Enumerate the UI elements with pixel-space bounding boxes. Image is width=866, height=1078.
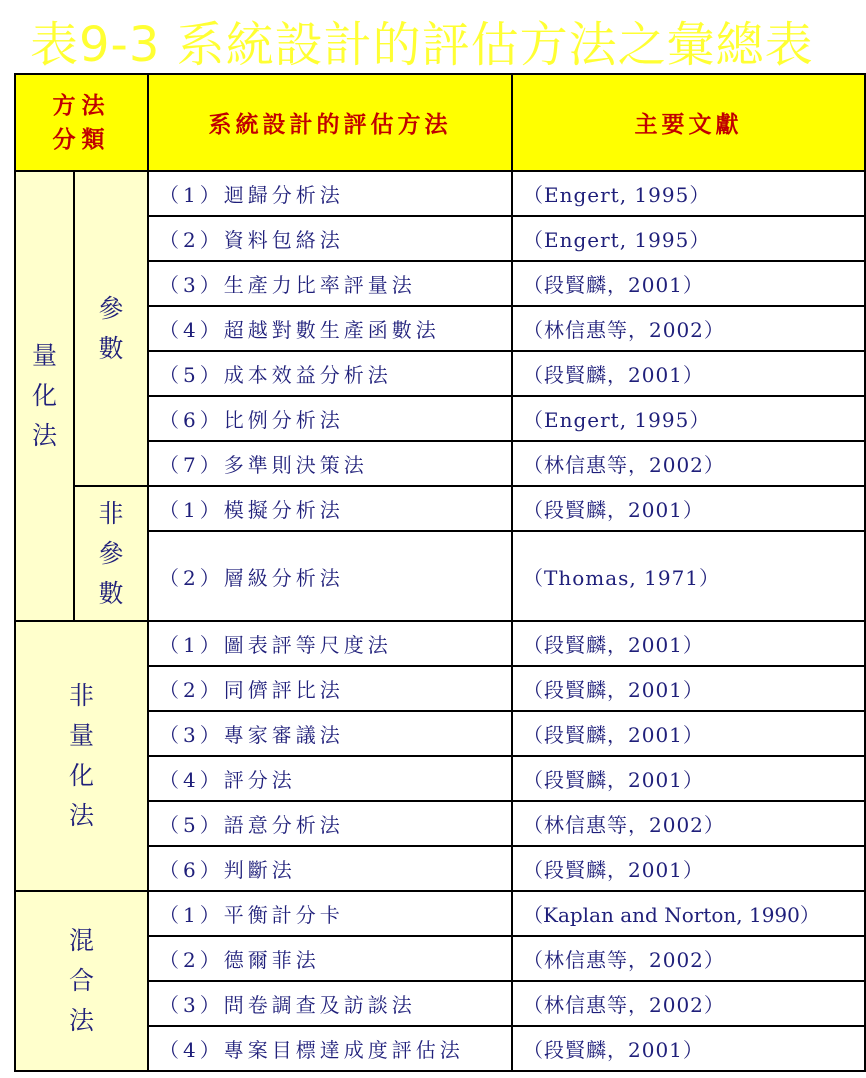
- header-reference: 主要文獻: [512, 74, 865, 171]
- header-category: [15, 74, 148, 171]
- reference-cell: （段賢麟，2001）: [512, 486, 865, 531]
- group-quantitative-label: 量化法: [31, 341, 57, 450]
- method-cell: （3）問卷調查及訪談法: [148, 981, 512, 1026]
- header-row: [15, 74, 865, 171]
- method-cell: （1）模擬分析法: [148, 486, 512, 531]
- method-cell: （4）評分法: [148, 756, 512, 801]
- reference-cell: （林信惠等，2002）: [512, 306, 865, 351]
- reference-cell: （林信惠等，2002）: [512, 801, 865, 846]
- reference-cell: （Engert, 1995）: [512, 216, 865, 261]
- header-category-text: 方法分類: [52, 91, 111, 153]
- method-cell: （2）同儕評比法: [148, 666, 512, 711]
- method-cell: （5）語意分析法: [148, 801, 512, 846]
- method-cell: （2）層級分析法: [148, 531, 512, 621]
- header-category-label: [16, 89, 147, 157]
- method-cell: （7）多準則決策法: [148, 441, 512, 486]
- method-cell: （4）專案目標達成度評估法: [148, 1026, 512, 1071]
- reference-cell: （段賢麟，2001）: [512, 621, 865, 666]
- subgroup-nonparametric-label: 非參數: [98, 498, 124, 608]
- reference-cell: （段賢麟，2001）: [512, 846, 865, 891]
- reference-cell: （林信惠等，2002）: [512, 981, 865, 1026]
- reference-cell: （段賢麟，2001）: [512, 711, 865, 756]
- table-row: [15, 486, 865, 531]
- evaluation-methods-table: [14, 73, 866, 1072]
- reference-cell: （Engert, 1995）: [512, 396, 865, 441]
- method-cell: （2）資料包絡法: [148, 216, 512, 261]
- method-cell: （1）平衡計分卡: [148, 891, 512, 936]
- reference-cell: （段賢麟，2001）: [512, 351, 865, 396]
- method-cell: （6）判斷法: [148, 846, 512, 891]
- method-cell: （3）生產力比率評量法: [148, 261, 512, 306]
- method-cell: （5）成本效益分析法: [148, 351, 512, 396]
- table-row: [15, 621, 865, 666]
- table-row: [15, 891, 865, 936]
- reference-cell: （段賢麟，2001）: [512, 756, 865, 801]
- method-cell: （3）專家審議法: [148, 711, 512, 756]
- subgroup-nonparametric: [74, 486, 148, 621]
- reference-cell: （林信惠等，2002）: [512, 936, 865, 981]
- group-quantitative: [15, 171, 74, 621]
- method-cell: （4）超越對數生產函數法: [148, 306, 512, 351]
- reference-cell: （段賢麟，2001）: [512, 261, 865, 306]
- table-row: [15, 171, 865, 216]
- method-cell: （2）德爾菲法: [148, 936, 512, 981]
- group-mixed: [15, 891, 148, 1071]
- group-nonquantitative: [15, 621, 148, 891]
- method-cell: （1）圖表評等尺度法: [148, 621, 512, 666]
- method-cell: （1）迴歸分析法: [148, 171, 512, 216]
- reference-cell: （段賢麟，2001）: [512, 1026, 865, 1071]
- group-mixed-label: 混合法: [68, 926, 94, 1035]
- page-title: 表9-3 系統設計的評估方法之彙總表: [30, 17, 814, 73]
- reference-cell: （Kaplan and Norton, 1990）: [512, 891, 865, 936]
- subgroup-parametric: [74, 171, 148, 486]
- method-cell: （6）比例分析法: [148, 396, 512, 441]
- reference-cell: （Thomas, 1971）: [512, 531, 865, 621]
- subgroup-parametric-label: 參數: [98, 293, 124, 363]
- reference-cell: （林信惠等，2002）: [512, 441, 865, 486]
- header-method: 系統設計的評估方法: [148, 74, 512, 171]
- reference-cell: （Engert, 1995）: [512, 171, 865, 216]
- group-nonquantitative-label: 非量化法: [68, 681, 94, 830]
- reference-cell: （段賢麟，2001）: [512, 666, 865, 711]
